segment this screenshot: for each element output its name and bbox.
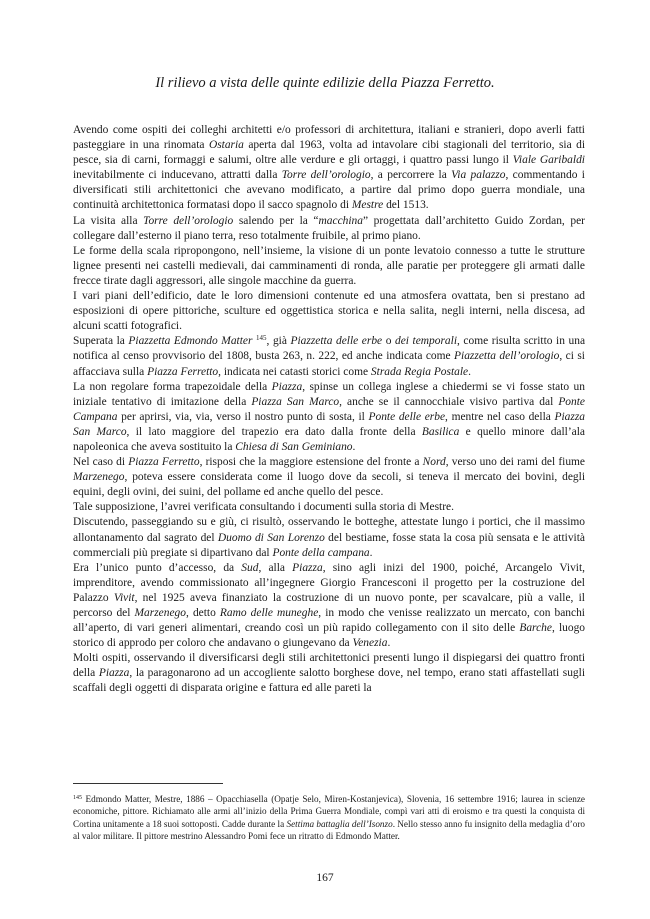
- text-run: del 1513.: [383, 199, 429, 212]
- page-title: Il rilievo a vista delle quinte edilizie della Piazza Ferretto.: [155, 75, 495, 91]
- text-run: , in modo che venisse realizzato un mercato, con banchi all’aperto, di vari generi alimentari, creando così un più rapido collegamento con il sito delle: [73, 607, 585, 635]
- italic-text: Torre dell’orologio: [143, 214, 234, 227]
- text-run: per aprirsi, via, via, verso il nostro punto di sosta, il: [117, 410, 369, 423]
- italic-text: macchina: [318, 214, 363, 227]
- text-run: Molti ospiti, osservando il diversificarsi degli stili architettonici presenti lungo il dispiegarsi dei quattro fronti della: [73, 652, 585, 680]
- text-run: , anche se il cannocchiale visivo partiva dal: [339, 395, 559, 408]
- italic-text: Marzenego: [73, 471, 125, 484]
- body-text: [73, 123, 585, 697]
- italic-text: Piazzetta Edmondo Matter: [128, 335, 253, 348]
- italic-text: Strada Regia Postale: [370, 365, 469, 378]
- footnote-reference: 145: [256, 334, 267, 343]
- italic-text: Vivit: [113, 591, 135, 604]
- italic-text: Settima battaglia dell’Isonzo: [286, 818, 393, 829]
- italic-text: Nord: [422, 456, 446, 469]
- text-run: aperta dal 1963, volta ad intavolare cibi stagionali del territorio, sia di pesce, sia di carni, formaggi e salumi, oltre alle verdure e gli ortaggi, i quattro passi lungo il: [73, 139, 586, 167]
- text-run: salendo per la “: [233, 214, 319, 227]
- text-run: Nel caso di: [73, 456, 129, 469]
- paragraph: [73, 561, 585, 652]
- paragraph: [73, 123, 585, 214]
- text-run: , sino agli inizi del 1900, poiché, Arcangelo Vivit, imprenditore, avendo commissionato all’ingegnere Giorgio Francesconi il progetto per la costruzione del Palazzo: [73, 561, 585, 604]
- text-run: , ci si affacciava sulla: [73, 350, 585, 378]
- text-run: ” progettata dall’architetto Guido Zordan, per collegare dall’esterno il piano terra, reso totalmente fruibile, al primo piano.: [73, 214, 585, 242]
- italic-text: Barche: [519, 622, 552, 635]
- italic-text: Viale Garibaldi: [512, 154, 585, 167]
- paragraph: [73, 289, 585, 334]
- paragraph: [73, 651, 585, 696]
- text-run: del bestiame, fosse stata la cosa più sensata e le attività commerciali più pregiate si dipartivano dal: [73, 531, 585, 559]
- footnote: [73, 793, 585, 842]
- italic-text: Chiesa di San Geminiano: [235, 440, 353, 453]
- italic-text: Via palazzo: [451, 169, 506, 182]
- italic-text: Ponte della campana: [272, 546, 370, 559]
- text-run: .: [387, 637, 391, 650]
- text-run: , nel 1925 aveva finanziato la costruzione di un nuovo ponte, per scavalcare, più a valle, il percorso del: [73, 591, 585, 619]
- text-run: , la paragonarono ad un accogliente salotto borghese dove, nel tempo, erano stati affastellati sugli scaffali degli oggetti di disparata origine e fattura ed alle pareti la: [73, 667, 585, 695]
- italic-text: Venezia: [352, 637, 388, 650]
- italic-text: Marzenego: [134, 607, 186, 619]
- text-run: , verso uno dei rami del fiume: [445, 456, 586, 469]
- italic-text: Piazza San Marco: [73, 410, 585, 438]
- footnote-separator: [73, 783, 223, 784]
- paragraph: [73, 214, 585, 244]
- italic-text: Ponte delle erbe: [368, 410, 446, 423]
- text-run: , mentre nel caso della: [445, 410, 555, 423]
- paragraph: [73, 380, 585, 455]
- italic-text: Piazza: [98, 667, 130, 680]
- footnote-reference: 145: [73, 795, 82, 801]
- text-run: , commentando i diversificati stili architettonici che avevano modificato, a partire dal primo dopo guerra mondiale, una continuità architettonica formatasi dopo il sacco spagnolo di: [73, 169, 585, 212]
- page-number: 167: [316, 872, 334, 884]
- italic-text: Piazza: [271, 380, 303, 393]
- paragraph: [73, 334, 585, 379]
- italic-text: Torre dell’orologio: [281, 169, 371, 182]
- text-run: Tale supposizione, l’avrei verificata consultando i documenti sulla storia di Mestre.: [73, 501, 454, 514]
- text-run: Edmondo Matter, Mestre, 1886 – Opacchiasella (Opatje Selo, Miren-Kostanjevica), Slovenia, 16 settembre 1916; laurea in scienze economiche, pittore. Richiamato alle armi all’inizio della Prima Guerra Mondiale, compì vari atti di eroismo e tra questi la conquista di Cortina unitamente a 18 suoi sottoposti. Cadde durante la: [73, 794, 585, 829]
- text-run: Avendo come ospiti dei colleghi architetti e/o professori di architettura, italiani e stranieri, dopo averli fatti pasteggiare in una rinomata: [73, 124, 585, 152]
- text-run: , alla: [258, 561, 293, 574]
- text-run: . Nello stesso anno fu insignito della medaglia d’oro al valor militare. Il pittore mestrino Alessandro Pomi fece un ritratto di Edmondo Matter.: [73, 818, 585, 841]
- italic-text: Ramo delle muneghe: [219, 607, 319, 619]
- text-run: La visita alla: [73, 214, 144, 227]
- text-run: , poteva essere considerata come il luogo dove da secoli, si teneva il mercato dei bovini, degli equini, degli ovini, dei suini, del pollame ed anche quello del pesce.: [73, 471, 585, 499]
- text-run: .: [369, 546, 373, 559]
- italic-text: Basilica: [421, 425, 460, 438]
- text-run: o: [382, 335, 395, 348]
- text-run: , indicata nei catasti storici come: [218, 365, 371, 378]
- text-run: , a percorrere la: [370, 169, 452, 182]
- italic-text: Mestre: [351, 199, 384, 212]
- italic-text: Piazza Ferretto: [128, 456, 200, 469]
- text-run: , come risulta scritto in una notifica al censo provvisorio del 1808, busta 263, n. 222, ed anche indicata come: [73, 335, 586, 363]
- paragraph: [73, 244, 585, 289]
- text-run: .: [468, 365, 471, 378]
- text-run: e quello minore dall’ala napoleonica che aveva sostituito la: [73, 425, 585, 453]
- text-run: .: [352, 440, 356, 453]
- italic-text: Piazzetta delle erbe: [290, 335, 383, 348]
- text-run: inevitabilmente ci inducevano, attratti dalla: [73, 169, 282, 182]
- italic-text: Piazzetta dell’orologio: [454, 350, 560, 363]
- paragraph: [73, 515, 585, 560]
- text-run: , luogo storico di approdo per coloro che andavano o giungevano da: [73, 622, 586, 650]
- italic-text: Ponte Campana: [73, 395, 585, 423]
- italic-text: Piazza San Marco: [251, 395, 340, 408]
- italic-text: Duomo di San Lorenzo: [217, 531, 325, 544]
- italic-text: Piazza: [292, 561, 323, 574]
- text-run: , già: [266, 335, 291, 348]
- text-run: Superata la: [73, 335, 129, 348]
- text-run: , detto: [186, 607, 220, 619]
- italic-text: Piazza Ferretto: [147, 365, 219, 378]
- text-run: , spinse un collega inglese a chiedermi se vi fosse stato un iniziale tentativo di imitazione della: [73, 380, 585, 408]
- text-run: Le forme della scala ripropongono, nell’insieme, la visione di un ponte levatoio connesso a tutte le strutture lignee presenti nei castelli medievali, dai camminamenti di ronda, alle paratie per proteggere gli armati dalle frecce tirate dagli aggressori, alle singole macchine da guerra.: [73, 244, 585, 287]
- text-run: I vari piani dell’edificio, date le loro dimensioni contenute ed una atmosfera ovattata, ben si prestano ad esposizioni di opere pittoriche, sculture ed oggettistica storica e nella salita, negli interni, nella discesa, ad alcuni scatti fotografici.: [73, 290, 585, 333]
- text-run: , risposi che la maggiore estensione del fronte a: [199, 456, 423, 469]
- italic-text: Sud: [241, 561, 259, 574]
- text-run: Discutendo, passeggiando su e giù, ci risultò, osservando le botteghe, attestate lungo i portici, che il massimo allontanamento dal sagrato del: [73, 516, 585, 544]
- paragraph: [73, 455, 585, 500]
- text-run: Era l’unico punto d’accesso, da: [73, 561, 242, 574]
- italic-text: Ostaria: [208, 139, 244, 152]
- text-run: La non regolare forma trapezoidale della: [73, 380, 272, 393]
- text-run: , il lato maggiore del trapezio era dato dalla fronte della: [126, 425, 422, 438]
- paragraph: [73, 500, 585, 515]
- italic-text: dei temporali: [394, 335, 457, 348]
